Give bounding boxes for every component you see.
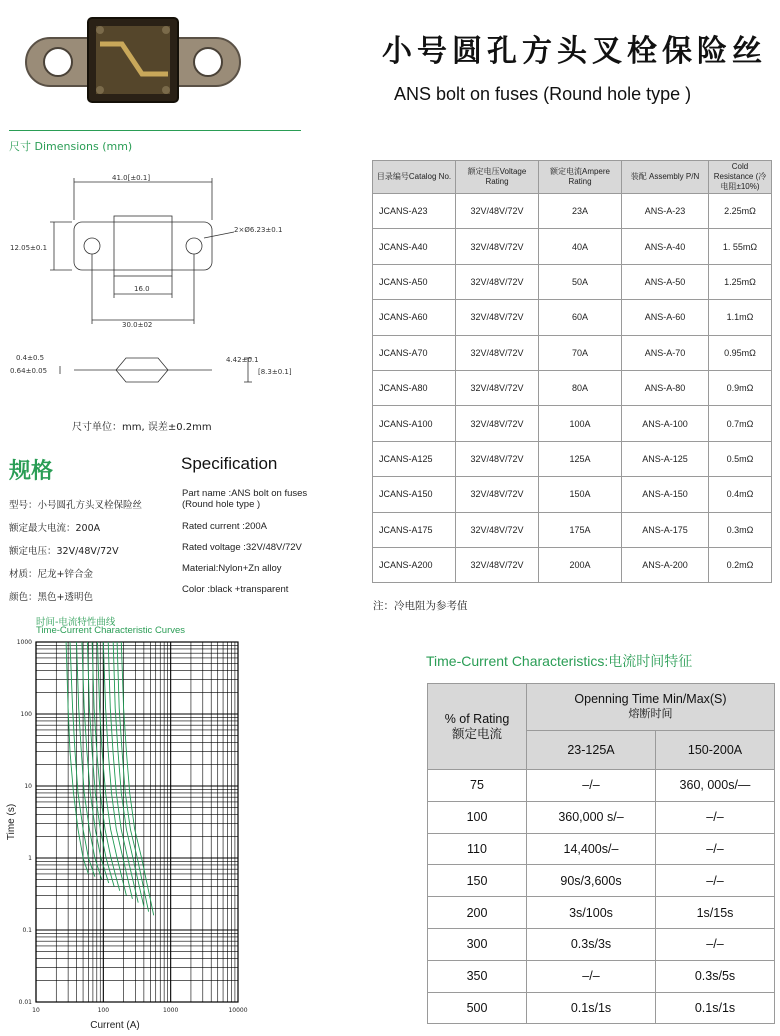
table-cell: 125A [539, 441, 622, 476]
spec-cn-line: 型号：小号圆孔方头叉栓保险丝 [9, 500, 143, 511]
header-rating: % of Rating 额定电流 [428, 684, 527, 770]
table-row [428, 960, 775, 992]
table-cell: JCANS-A50 [373, 264, 456, 299]
table-row [373, 441, 772, 476]
table-cell: 32V/48V/72V [456, 300, 539, 335]
table-cell: –/– [527, 770, 656, 802]
header-23-125a: 23-125A [527, 731, 656, 770]
table-cell: 90s/3,600s [527, 865, 656, 897]
table-cell: 0.7mΩ [709, 406, 772, 441]
dimension-drawing [8, 170, 300, 388]
table-cell: ANS-A-50 [622, 264, 709, 299]
table-cell: 0.4mΩ [709, 477, 772, 512]
table-cell: 32V/48V/72V [456, 229, 539, 264]
table-cell: 32V/48V/72V [456, 406, 539, 441]
table-cell: 500 [428, 992, 527, 1024]
dim-thickness-1: 0.4±0.5 [16, 354, 45, 362]
table-cell: ANS-A-175 [622, 512, 709, 547]
spec-cn-line: 材质：尼龙+锌合金 [9, 569, 93, 580]
table-cell: 32V/48V/72V [456, 441, 539, 476]
y-tick-label: 10 [24, 783, 32, 790]
table-cell: 0.1s/1s [656, 992, 775, 1024]
table-cell: –/– [656, 833, 775, 865]
table-cell: 32V/48V/72V [456, 512, 539, 547]
plot-frame [36, 642, 238, 1002]
table-row [373, 406, 772, 441]
header-assembly: 装配 Assembly P/N [622, 161, 709, 194]
spec-en-line: Material:Nylon+Zn alloy [182, 563, 282, 574]
time-current-chart [0, 634, 260, 1034]
table-row [428, 928, 775, 960]
table-cell: –/– [656, 865, 775, 897]
dimension-unit-note: 尺寸单位：mm, 误差±0.2mm [72, 422, 212, 433]
table-cell: 1. 55mΩ [709, 229, 772, 264]
header-catalog: 目录编号Catalog No. [373, 161, 456, 194]
header-150-200a: 150-200A [656, 731, 775, 770]
table-cell: ANS-A-125 [622, 441, 709, 476]
header-opening-time: Openning Time Min/Max(S) 熔断时间 [527, 684, 775, 731]
table-cell: 3s/100s [527, 897, 656, 929]
dim-body-width: 16.0 [134, 285, 150, 293]
dim-hole-spacing: 30.0±02 [122, 321, 153, 329]
table-cell: 14,400s/– [527, 833, 656, 865]
table-cell: JCANS-A80 [373, 370, 456, 405]
x-tick-label: 10 [32, 1007, 40, 1014]
table-cell: 40A [539, 229, 622, 264]
series-line [70, 642, 95, 877]
table-cell: 360,000 s/– [527, 801, 656, 833]
table-cell: 32V/48V/72V [456, 335, 539, 370]
time-current-title: Time-Current Characteristics:电流时间特征 [426, 653, 693, 669]
table-cell: 300 [428, 928, 527, 960]
table-cell: 1.25mΩ [709, 264, 772, 299]
table-cell: 60A [539, 300, 622, 335]
table-cell: 200A [539, 547, 622, 582]
spec-en-line: Rated voltage :32V/48V/72V [182, 542, 302, 553]
spec-cn-line: 额定电压：32V/48V/72V [9, 546, 119, 557]
table-row [428, 865, 775, 897]
spec-heading-cn: 规格 [9, 459, 54, 484]
header-cold-resistance: Cold Resistance (冷电阻±10%) [709, 161, 772, 194]
table-cell: 0.2mΩ [709, 547, 772, 582]
dimensions-heading: 尺寸 Dimensions (mm) [9, 140, 133, 153]
table-cell: –/– [527, 960, 656, 992]
table-cell: JCANS-A60 [373, 300, 456, 335]
spec-en-list [182, 486, 352, 600]
table-cell: 70A [539, 335, 622, 370]
y-axis-label: Time (s) [6, 803, 17, 841]
table-cell: 0.95mΩ [709, 335, 772, 370]
table-cell: JCANS-A175 [373, 512, 456, 547]
series-line [121, 642, 153, 915]
table-cell: 1s/15s [656, 897, 775, 929]
table-cell: 32V/48V/72V [456, 370, 539, 405]
table-cell: 1.1mΩ [709, 300, 772, 335]
table-cell: ANS-A-70 [622, 335, 709, 370]
dim-body-thickness: 4.42±0.1 [226, 356, 259, 364]
table-cell: 110 [428, 833, 527, 865]
table-row [373, 477, 772, 512]
section-divider [9, 130, 301, 131]
table-cell: ANS-A-60 [622, 300, 709, 335]
spec-cn-line: 额定最大电流：200A [9, 523, 101, 534]
table-cell: 0.3mΩ [709, 512, 772, 547]
table-row [428, 801, 775, 833]
table-cell: JCANS-A200 [373, 547, 456, 582]
spec-en-part-name: Part name :ANS bolt on fuses (Round hole type ) [182, 488, 308, 510]
y-tick-label: 0.01 [18, 999, 32, 1006]
table-row [373, 264, 772, 299]
series-line [92, 642, 120, 891]
table-cell: JCANS-A70 [373, 335, 456, 370]
table-cell: ANS-A-80 [622, 370, 709, 405]
table-cell: 50A [539, 264, 622, 299]
table-cell: JCANS-A125 [373, 441, 456, 476]
header-ampere: 额定电流Ampere Rating [539, 161, 622, 194]
table-cell: 32V/48V/72V [456, 547, 539, 582]
table-row [428, 833, 775, 865]
table-row [428, 770, 775, 802]
spec-cn-list [9, 494, 179, 609]
table-cell: 360, 000s/— [656, 770, 775, 802]
table-cell: –/– [656, 928, 775, 960]
table-cell: ANS-A-100 [622, 406, 709, 441]
table-row [373, 547, 772, 582]
time-current-table [427, 683, 775, 1024]
dim-height: 12.05±0.1 [10, 244, 48, 252]
y-tick-label: 0.1 [22, 927, 32, 934]
table-cell: 150 [428, 865, 527, 897]
table-cell: ANS-A-200 [622, 547, 709, 582]
page-title-cn: 小号圆孔方头叉栓保险丝 [382, 34, 767, 69]
table-cell: JCANS-A23 [373, 194, 456, 229]
spec-cn-line: 颜色：黑色+透明色 [9, 592, 93, 603]
table-cell: ANS-A-40 [622, 229, 709, 264]
table-cell: ANS-A-23 [622, 194, 709, 229]
dim-total-thickness: [8.3±0.1] [258, 368, 292, 376]
dim-hole-diameter: 2×Ø6.23±0.1 [234, 226, 283, 234]
table-row [373, 370, 772, 405]
page-title-en: ANS bolt on fuses (Round hole type ) [394, 84, 692, 104]
table-cell: 32V/48V/72V [456, 264, 539, 299]
spec-heading-en: Specification [181, 454, 278, 473]
table-cell: JCANS-A100 [373, 406, 456, 441]
table-cell: 0.9mΩ [709, 370, 772, 405]
table-cell: 0.5mΩ [709, 441, 772, 476]
table-note: 注：冷电阻为参考值 [373, 600, 468, 612]
spec-en-line: Rated current :200A [182, 521, 268, 532]
table-cell: 80A [539, 370, 622, 405]
curves-title-cn: 时间-电流特性曲线 [36, 617, 116, 628]
table-cell: 0.3s/5s [656, 960, 775, 992]
y-tick-label: 100 [20, 711, 32, 718]
y-tick-label: 1 [28, 855, 32, 862]
table-row [373, 335, 772, 370]
fuse-product-photo [22, 14, 244, 106]
x-axis-label: Current (A) [90, 1020, 140, 1031]
table-cell: 150A [539, 477, 622, 512]
table-cell: 32V/48V/72V [456, 477, 539, 512]
table-row [428, 992, 775, 1024]
table-cell: 2.25mΩ [709, 194, 772, 229]
table-cell: 75 [428, 770, 527, 802]
table-cell: 100A [539, 406, 622, 441]
y-tick-label: 1000 [16, 639, 32, 646]
x-tick-label: 100 [97, 1007, 110, 1014]
table-cell: 350 [428, 960, 527, 992]
table-cell: 200 [428, 897, 527, 929]
table-cell: 0.3s/3s [527, 928, 656, 960]
spec-en-line: Color :black +transparent [182, 584, 289, 595]
table-row [373, 229, 772, 264]
table-row [428, 897, 775, 929]
dim-thickness-2: 0.64±0.05 [10, 367, 48, 375]
table-row [373, 512, 772, 547]
header-voltage: 额定电压Voltage Rating [456, 161, 539, 194]
table-cell: 0.1s/1s [527, 992, 656, 1024]
table-cell: –/– [656, 801, 775, 833]
table-cell: 32V/48V/72V [456, 194, 539, 229]
x-tick-label: 1000 [163, 1007, 179, 1014]
table-cell: 175A [539, 512, 622, 547]
product-table [372, 160, 772, 583]
table-cell: 100 [428, 801, 527, 833]
table-cell: ANS-A-150 [622, 477, 709, 512]
table-cell: JCANS-A150 [373, 477, 456, 512]
table-row [373, 300, 772, 335]
table-row [373, 194, 772, 229]
table-cell: JCANS-A40 [373, 229, 456, 264]
table-cell: 23A [539, 194, 622, 229]
curves-title-en: Time-Current Characteristic Curves [36, 625, 186, 636]
dim-overall-length: 41.0[±0.1] [112, 174, 151, 182]
x-tick-label: 10000 [228, 1007, 248, 1014]
